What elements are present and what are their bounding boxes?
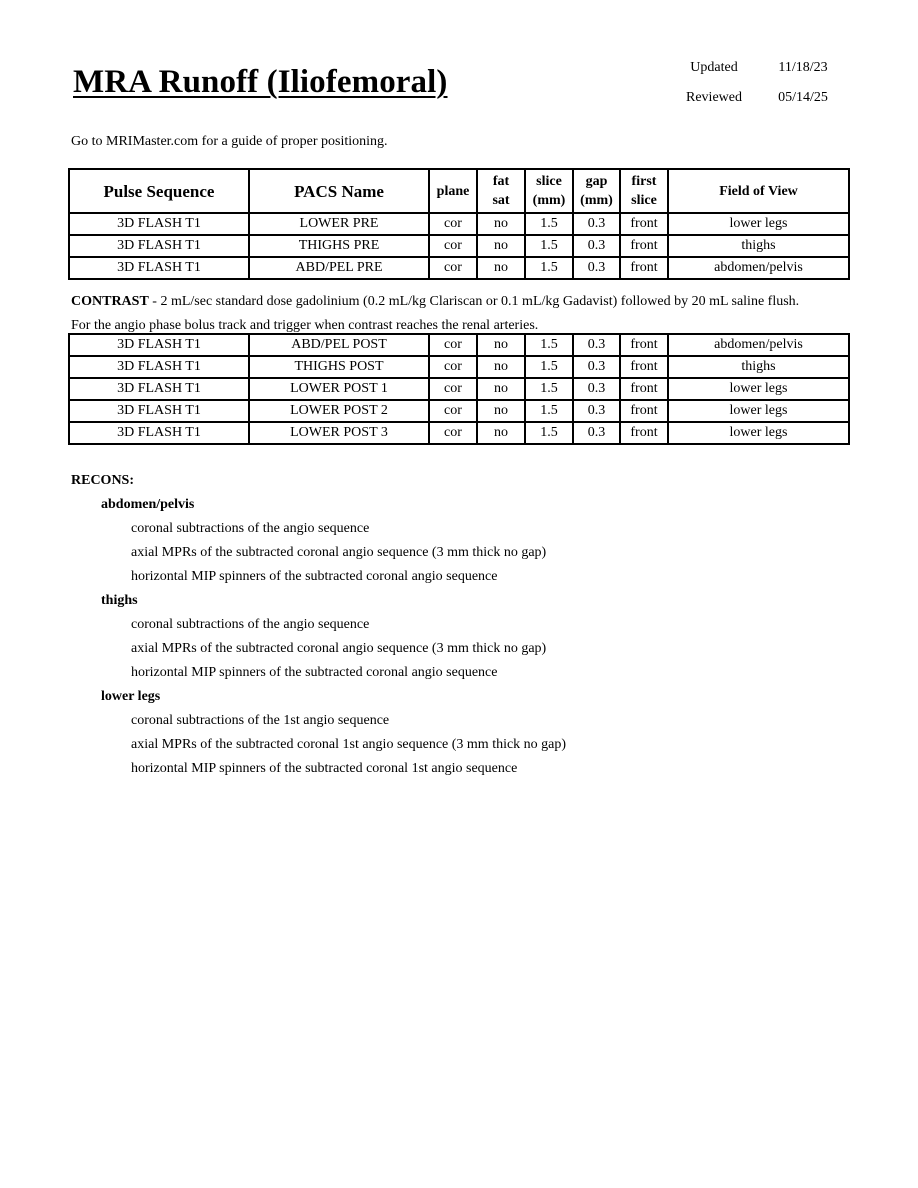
recon-item: horizontal MIP spinners of the subtracted coronal angio sequence xyxy=(131,569,498,584)
cell-gap: 0.3 xyxy=(573,213,620,235)
cell-pacs-name: THIGHS PRE xyxy=(249,235,429,257)
recon-group-title: thighs xyxy=(101,593,138,608)
cell-first-slice: front xyxy=(620,213,668,235)
cell-first-slice: front xyxy=(620,378,668,400)
cell-gap: 0.3 xyxy=(573,422,620,444)
positioning-note: Go to MRIMaster.com for a guide of proper positioning. xyxy=(71,134,388,149)
table-row xyxy=(69,422,849,444)
cell-slice-thickness: 1.5 xyxy=(525,356,573,378)
cell-field-of-view: abdomen/pelvis xyxy=(668,257,849,279)
cell-fat-sat: no xyxy=(477,400,525,422)
recon-item: axial MPRs of the subtracted coronal angio sequence (3 mm thick no gap) xyxy=(131,641,547,656)
cell-field-of-view: lower legs xyxy=(668,213,849,235)
contrast-instructions xyxy=(71,290,871,338)
cell-first-slice: front xyxy=(620,257,668,279)
cell-gap: 0.3 xyxy=(573,356,620,378)
table-row xyxy=(69,400,849,422)
cell-plane: cor xyxy=(429,334,477,356)
post-contrast-table xyxy=(68,333,850,445)
header-field-of-view: Field of View xyxy=(668,169,849,213)
recons-heading: RECONS: xyxy=(71,473,135,488)
document-dates xyxy=(672,60,872,120)
recon-item: axial MPRs of the subtracted coronal angio sequence (3 mm thick no gap) xyxy=(131,545,547,560)
cell-pacs-name: LOWER PRE xyxy=(249,213,429,235)
cell-pacs-name: THIGHS POST xyxy=(249,356,429,378)
recon-item: coronal subtractions of the 1st angio sequence xyxy=(131,713,390,728)
cell-slice-thickness: 1.5 xyxy=(525,400,573,422)
recon-group-title: abdomen/pelvis xyxy=(101,497,195,512)
header-slice: slice (mm) xyxy=(525,169,573,213)
contrast-text: - 2 mL/sec standard dose gadolinium (0.2 mL/kg Clariscan or 0.1 mL/kg Gadavist) followed by 20 mL saline flush. xyxy=(148,294,800,309)
cell-slice-thickness: 1.5 xyxy=(525,422,573,444)
cell-pulse-sequence: 3D FLASH T1 xyxy=(69,235,249,257)
cell-first-slice: front xyxy=(620,235,668,257)
cell-field-of-view: abdomen/pelvis xyxy=(668,334,849,356)
updated-date: 11/18/23 xyxy=(778,60,828,75)
updated-label: Updated xyxy=(690,60,738,75)
contrast-label: CONTRAST xyxy=(71,294,149,309)
recon-item: coronal subtractions of the angio sequence xyxy=(131,521,370,536)
cell-field-of-view: lower legs xyxy=(668,378,849,400)
header-gap: gap (mm) xyxy=(573,169,620,213)
cell-gap: 0.3 xyxy=(573,334,620,356)
cell-field-of-view: lower legs xyxy=(668,400,849,422)
cell-fat-sat: no xyxy=(477,235,525,257)
header-fat-sat: fat sat xyxy=(477,169,525,213)
cell-plane: cor xyxy=(429,356,477,378)
cell-fat-sat: no xyxy=(477,356,525,378)
cell-field-of-view: lower legs xyxy=(668,422,849,444)
cell-slice-thickness: 1.5 xyxy=(525,235,573,257)
cell-first-slice: front xyxy=(620,400,668,422)
cell-pacs-name: LOWER POST 3 xyxy=(249,422,429,444)
cell-first-slice: front xyxy=(620,356,668,378)
header-pacs-name: PACS Name xyxy=(249,169,429,213)
cell-pulse-sequence: 3D FLASH T1 xyxy=(69,334,249,356)
page-title: MRA Runoff (Iliofemoral) xyxy=(73,64,448,100)
cell-plane: cor xyxy=(429,235,477,257)
cell-first-slice: front xyxy=(620,334,668,356)
cell-pacs-name: ABD/PEL PRE xyxy=(249,257,429,279)
header-first-slice: first slice xyxy=(620,169,668,213)
cell-slice-thickness: 1.5 xyxy=(525,257,573,279)
cell-fat-sat: no xyxy=(477,213,525,235)
cell-pulse-sequence: 3D FLASH T1 xyxy=(69,356,249,378)
recon-item: coronal subtractions of the angio sequence xyxy=(131,617,370,632)
cell-plane: cor xyxy=(429,213,477,235)
cell-pulse-sequence: 3D FLASH T1 xyxy=(69,422,249,444)
cell-gap: 0.3 xyxy=(573,378,620,400)
cell-pulse-sequence: 3D FLASH T1 xyxy=(69,400,249,422)
cell-fat-sat: no xyxy=(477,334,525,356)
cell-plane: cor xyxy=(429,378,477,400)
header-pulse-sequence: Pulse Sequence xyxy=(69,169,249,213)
table-row xyxy=(69,213,849,235)
pre-contrast-table xyxy=(68,168,850,280)
table-row xyxy=(69,356,849,378)
reviewed-label: Reviewed xyxy=(686,90,742,105)
table-row xyxy=(69,378,849,400)
cell-gap: 0.3 xyxy=(573,400,620,422)
header-plane: plane xyxy=(429,169,477,213)
cell-slice-thickness: 1.5 xyxy=(525,378,573,400)
cell-pulse-sequence: 3D FLASH T1 xyxy=(69,257,249,279)
recons-section xyxy=(71,472,566,784)
cell-plane: cor xyxy=(429,257,477,279)
cell-gap: 0.3 xyxy=(573,257,620,279)
cell-pacs-name: LOWER POST 2 xyxy=(249,400,429,422)
table-row xyxy=(69,257,849,279)
cell-fat-sat: no xyxy=(477,422,525,444)
table-row xyxy=(69,334,849,356)
reviewed-date: 05/14/25 xyxy=(778,90,828,105)
cell-fat-sat: no xyxy=(477,378,525,400)
recon-item: horizontal MIP spinners of the subtracted coronal angio sequence xyxy=(131,665,498,680)
cell-slice-thickness: 1.5 xyxy=(525,213,573,235)
cell-pacs-name: ABD/PEL POST xyxy=(249,334,429,356)
cell-plane: cor xyxy=(429,422,477,444)
recon-item: horizontal MIP spinners of the subtracted coronal 1st angio sequence xyxy=(131,761,518,776)
cell-field-of-view: thighs xyxy=(668,356,849,378)
recon-item: axial MPRs of the subtracted coronal 1st angio sequence (3 mm thick no gap) xyxy=(131,737,567,752)
cell-first-slice: front xyxy=(620,422,668,444)
cell-pacs-name: LOWER POST 1 xyxy=(249,378,429,400)
cell-field-of-view: thighs xyxy=(668,235,849,257)
recon-group-title: lower legs xyxy=(101,689,161,704)
cell-pulse-sequence: 3D FLASH T1 xyxy=(69,213,249,235)
cell-gap: 0.3 xyxy=(573,235,620,257)
cell-pulse-sequence: 3D FLASH T1 xyxy=(69,378,249,400)
cell-fat-sat: no xyxy=(477,257,525,279)
cell-plane: cor xyxy=(429,400,477,422)
cell-slice-thickness: 1.5 xyxy=(525,334,573,356)
table-row xyxy=(69,235,849,257)
contrast-trigger-note: For the angio phase bolus track and trigger when contrast reaches the renal arteries. xyxy=(71,318,539,333)
